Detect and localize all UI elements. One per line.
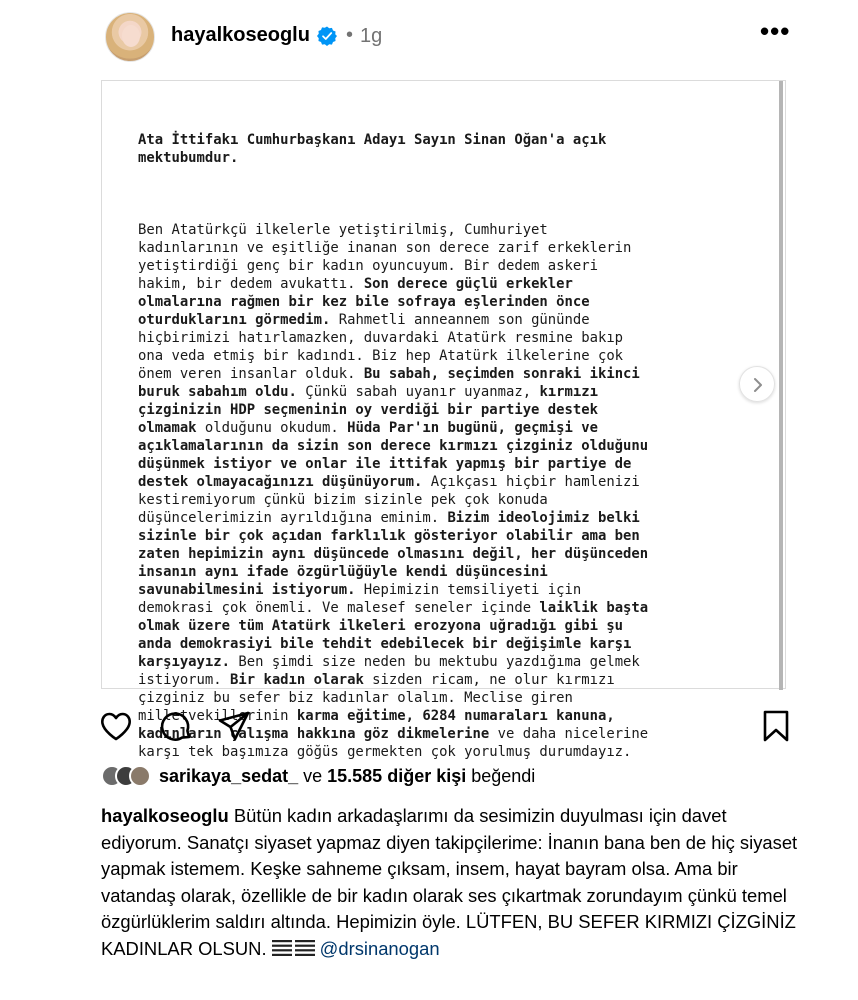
- liker-avatars[interactable]: [101, 765, 153, 787]
- letter-bold-text: oturduklarını görmedim.: [138, 312, 331, 328]
- caption-username[interactable]: hayalkoseoglu: [101, 805, 229, 826]
- more-options-icon[interactable]: •••: [760, 16, 791, 46]
- action-bar: [0, 700, 858, 750]
- avatar[interactable]: [105, 12, 155, 62]
- letter-line: [138, 563, 750, 581]
- letter-bold-text: insanın aynı ifade özgürlüğüyle kendi düşüncesini: [138, 564, 548, 580]
- letter-line: [138, 581, 750, 599]
- letter-line: [138, 239, 750, 257]
- letter-bold-text: destek olmayacağınızı düşünüyorum.: [138, 474, 423, 490]
- letter-line: [138, 509, 750, 527]
- letter-text: kadınlarının ve eşitliğe inanan son derece zarif erkeklerin: [138, 240, 632, 256]
- letter-bold-text: Hüda Par'ın bugünü, geçmişi ve: [347, 420, 598, 436]
- caption-text: Bütün kadın arkadaşlarımı da sesimizin duyulması için davet ediyorum. Sanatçı siyaset yapmaz diyen takipçilerime: İnanın bana ben de hiç siyaset yapmak istemem. Keşke sahneme çıksam, insem, hayat bayram olsa. Ama bir vatandaş olarak, özellikle de bir kadın olarak ses çıkartmak zorundayım çünkü temel özgürlüklerim saldırı altında. Hepimizin öyle. LÜTFEN, BU SEFER KIRMIZI ÇİZGİNİZ KADINLAR OLSUN.: [101, 805, 798, 959]
- avatar-face: [122, 25, 140, 47]
- letter-bold-text: buruk sabahım oldu.: [138, 384, 297, 400]
- letter-text: Ben Atatürkçü ilkelerle yetiştirilmiş, Cumhuriyet: [138, 222, 548, 238]
- letter-bold-text: anda demokrasiyi bile tehdit edebilecek bir değişimle karşı: [138, 636, 632, 652]
- letter-text: Hepimizin temsiliyeti için: [355, 582, 582, 598]
- post-caption: [101, 803, 801, 963]
- first-liker-username[interactable]: sarikaya_sedat_: [159, 766, 299, 786]
- letter-text: istiyorum.: [138, 672, 230, 688]
- letter-line: [138, 653, 750, 671]
- heart-icon[interactable]: [98, 708, 134, 744]
- letter-line: [138, 599, 750, 617]
- document-scrollbar: [779, 81, 783, 690]
- letter-text: ona veda etmiş bir kadındı. Biz hep Atatürk ilkelerine çok: [138, 348, 624, 364]
- letter-text: yetiştirdiği genç bir kadın oyuncuyum. Bir dedem askeri: [138, 258, 598, 274]
- letter-text: Çünkü sabah uyanır uyanmaz,: [296, 384, 540, 400]
- chevron-right-icon: [751, 377, 765, 393]
- letter-text: Ben şimdi size neden bu mektubu yazdığıma gelmek: [230, 654, 640, 670]
- bookmark-icon[interactable]: [758, 708, 794, 744]
- letter-bold-text: laiklik başta: [539, 600, 649, 616]
- letter-line: [138, 419, 750, 437]
- post-username[interactable]: hayalkoseoglu: [171, 24, 310, 46]
- letter-text: kestiremiyorum çünkü bizim sizinle pek çok konuda: [138, 492, 548, 508]
- letter-text: milletvekillerinin: [138, 708, 297, 724]
- letter-text: demokrasi çok önemli. Ve malesef seneler içinde: [138, 600, 540, 616]
- letter-line: [138, 401, 750, 419]
- share-icon[interactable]: [216, 708, 252, 744]
- letter-bold-text: karma eğitime, 6284 numaraları kanuna,: [296, 708, 615, 724]
- likes-text: [159, 766, 535, 787]
- letter-text: Rahmetli anneannem son gününde: [330, 312, 590, 328]
- letter-line: [138, 473, 750, 491]
- letter-text: karşı tek başımıza göğüs germekten çok yorulmuş durumdayız.: [138, 744, 632, 760]
- letter-body: [138, 221, 750, 761]
- caption-mention-link[interactable]: @drsinanogan: [319, 937, 440, 959]
- letter-line: [138, 311, 750, 329]
- letter-bold-text: savunabilmesini istiyorum.: [138, 582, 356, 598]
- letter-title: [138, 131, 750, 167]
- letter-bold-text: Bizim ideolojimiz belki: [447, 510, 640, 526]
- likes-connector: ve: [298, 766, 328, 786]
- likes-suffix: beğendi: [466, 766, 536, 786]
- letter-line: [138, 491, 750, 509]
- post-header: [0, 0, 858, 74]
- likes-count[interactable]: 15.585 diğer kişi: [327, 766, 467, 786]
- letter-bold-text: açıklamalarının da sizin son derece kırmızı çizginiz olduğunu: [138, 438, 649, 454]
- letter-bold-text: olmak üzere tüm Atatürk ilkeleri erozyona uğradığı gibi şu: [138, 618, 624, 634]
- letter-line: [138, 437, 750, 455]
- letter-text: önem veren insanlar olduk.: [138, 366, 364, 382]
- letter-line: [138, 455, 750, 473]
- letter-line: [138, 617, 750, 635]
- letter-bold-text: sizinle bir çok açıdan farklılık gösteriyor olabilir ama ben: [138, 528, 640, 544]
- letter-title-line: mektubumdur.: [138, 150, 239, 166]
- letter-text: sizden ricam, ne olur kırmızı: [363, 672, 615, 688]
- flag-emoji-icon: [272, 940, 316, 956]
- letter-line: [138, 365, 750, 383]
- letter-line: [138, 635, 750, 653]
- post-media[interactable]: [101, 80, 786, 760]
- time-separator: •: [346, 24, 354, 46]
- letter-bold-text: karşıyayız.: [138, 654, 230, 670]
- letter-bold-text: kırmızı: [539, 384, 598, 400]
- letter-line: [138, 671, 750, 689]
- letter-line: [138, 257, 750, 275]
- carousel-next-button[interactable]: [739, 366, 775, 402]
- post-time[interactable]: 1g: [360, 25, 383, 47]
- letter-line: [138, 545, 750, 563]
- letter-text: Açıkçası hiçbir hamlenizi: [422, 474, 640, 490]
- letter-bold-text: olmamak: [138, 420, 197, 436]
- letter-text: olduğunu okudum.: [196, 420, 348, 436]
- letter-bold-text: kadınların çalışma hakkına göz dikmelerine: [138, 726, 490, 742]
- letter-bold-text: Bu sabah, seçimden sonraki ikinci: [363, 366, 640, 382]
- likes-summary: [101, 764, 801, 790]
- letter-text: düşüncelerimizin ayrıldığına eminim.: [138, 510, 448, 526]
- letter-text: hiçbirimizi hatırlamazken, duvardaki Atatürk resmine bakıp: [138, 330, 624, 346]
- letter-bold-text: olmalarına rağmen bir kez bile sofraya eşlerinden önce: [138, 294, 590, 310]
- letter-line: [138, 329, 750, 347]
- letter-text: çizginiz bu sefer biz kadınlar olalım. Meclise giren: [138, 690, 573, 706]
- letter-line: [138, 347, 750, 365]
- letter-bold-text: zaten hepimizin aynı düşüncede olmasını değil, her düşünceden: [138, 546, 649, 562]
- letter-document: [138, 95, 750, 797]
- letter-bold-text: Son derece güçlü erkekler: [363, 276, 573, 292]
- letter-title-line: Ata İttifakı Cumhurbaşkanı Adayı Sayın Sinan Oğan'a açık: [138, 132, 607, 148]
- letter-bold-text: Bir kadın olarak: [230, 672, 364, 688]
- letter-bold-text: çizginizin HDP seçmeninin oy verdiği bir partiye destek: [138, 402, 598, 418]
- liker-avatar: [129, 765, 151, 787]
- letter-line: [138, 527, 750, 545]
- letter-text: hakim, bir dedem avukattı.: [138, 276, 364, 292]
- letter-line: [138, 275, 750, 293]
- verified-badge-icon: [317, 26, 337, 46]
- letter-line: [138, 221, 750, 239]
- comment-icon[interactable]: [158, 708, 194, 744]
- letter-bold-text: düşünmek istiyor ve onlar ile ittifak yapmış bir partiye de: [138, 456, 632, 472]
- letter-line: [138, 383, 750, 401]
- letter-line: [138, 293, 750, 311]
- letter-text: ve daha nicelerine: [489, 726, 649, 742]
